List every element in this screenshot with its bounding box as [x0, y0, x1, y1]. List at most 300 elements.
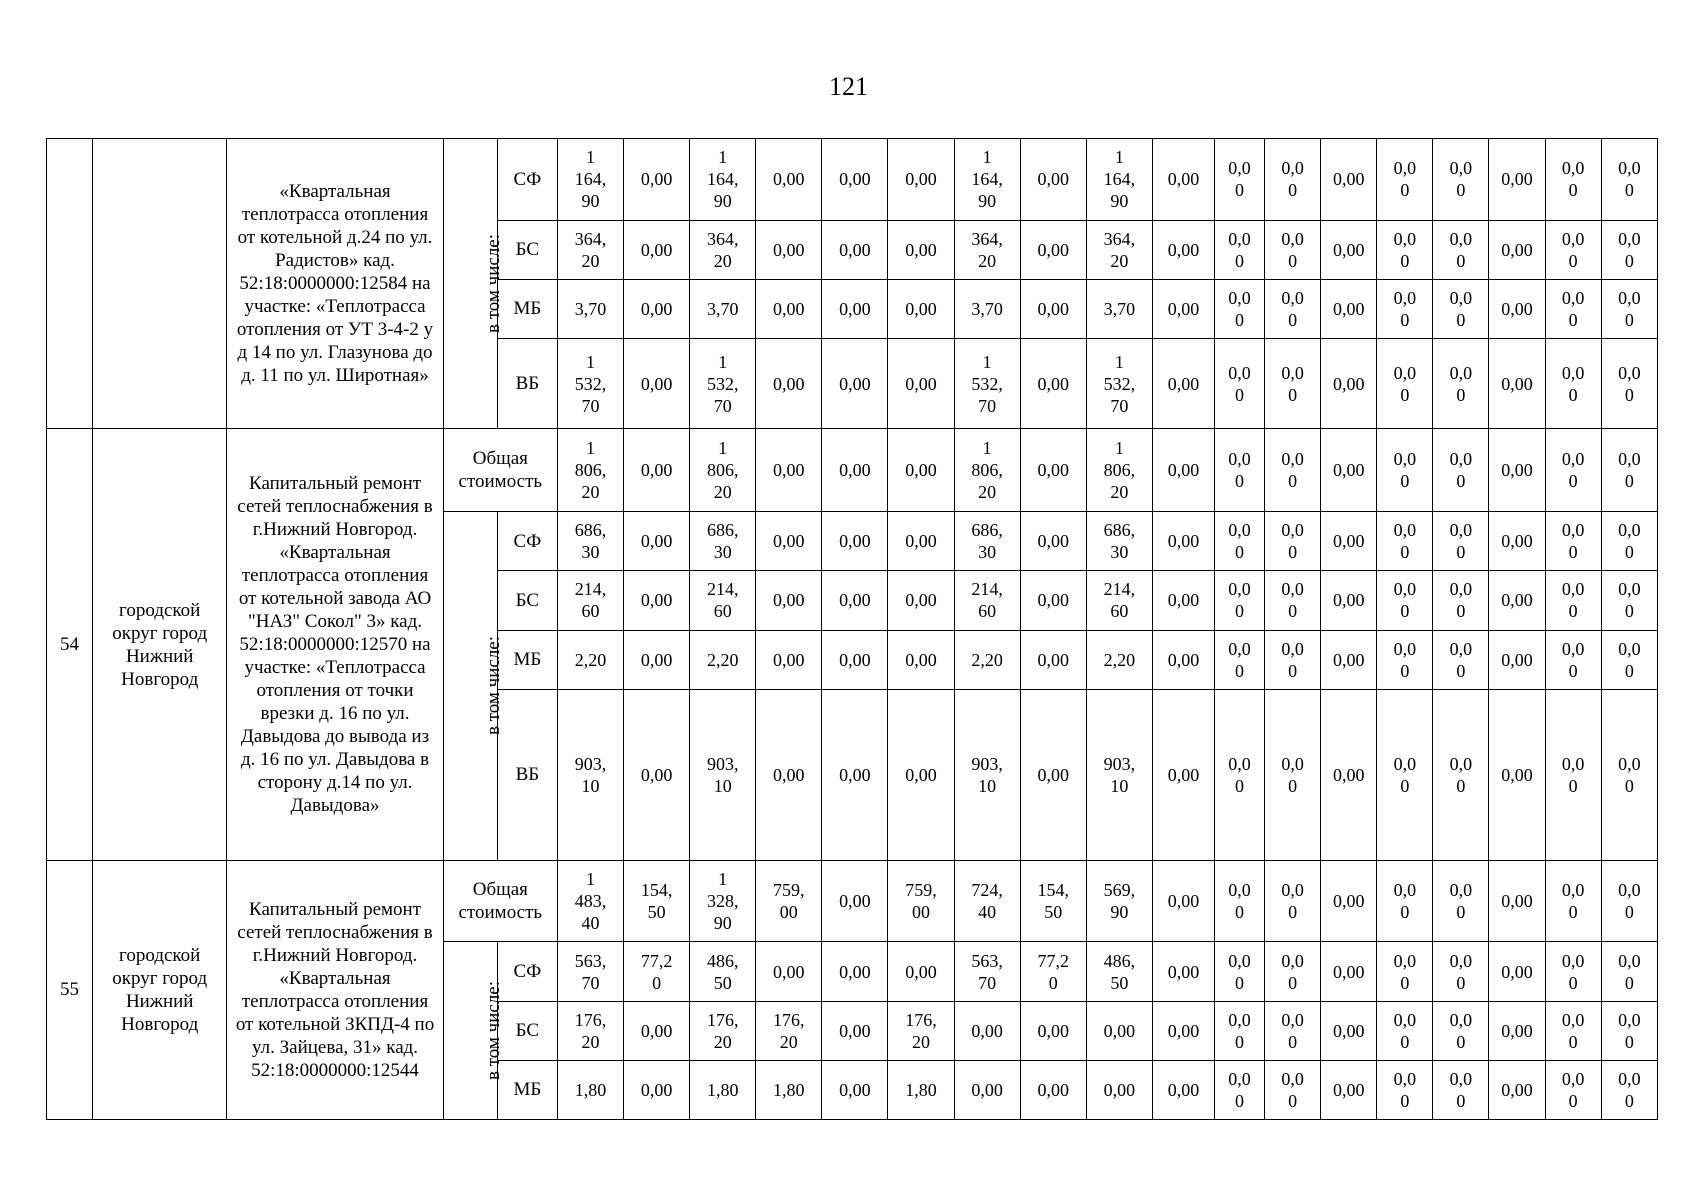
- value-cell-text: 1 532, 70: [971, 351, 1003, 416]
- value-cell: [1020, 1001, 1086, 1060]
- value-cell-text: 0,00: [773, 590, 805, 611]
- value-cell: [1545, 279, 1601, 338]
- in-total-label-text: в том числе:: [482, 234, 504, 334]
- value-cell-text: 0,00: [1167, 1079, 1200, 1100]
- value-cell: [888, 689, 954, 860]
- value-cell-text: 0,00: [640, 764, 673, 785]
- value-cell-text: 0,00: [839, 373, 871, 394]
- value-cell: [756, 429, 822, 512]
- value-cell: [1601, 630, 1657, 689]
- value-cell-text: 0,0 0: [1618, 1068, 1641, 1111]
- value-cell-text: 0,00: [640, 649, 673, 670]
- value-cell-text: 364, 20: [1103, 228, 1136, 271]
- value-cell: [954, 139, 1020, 221]
- value-cell: [756, 512, 822, 571]
- value-cell: [1433, 1001, 1489, 1060]
- value-cell: [1601, 139, 1657, 221]
- value-cell-text: 0,00: [1501, 298, 1533, 319]
- value-cell: [1545, 429, 1601, 512]
- funding-type-text: МБ: [513, 298, 542, 320]
- funding-type-text: БС: [515, 239, 540, 261]
- value-cell: [1489, 512, 1545, 571]
- value-cell-text: 0,0 0: [1449, 228, 1473, 271]
- value-cell: [1377, 279, 1433, 338]
- value-cell: [1321, 630, 1377, 689]
- value-cell: [1086, 512, 1152, 571]
- value-cell-text: 0,0 0: [1618, 579, 1641, 622]
- value-cell-text: 1 806, 20: [971, 438, 1003, 503]
- value-cell: [624, 860, 690, 942]
- value-cell-text: 0,00: [1037, 460, 1069, 481]
- value-cell: [1086, 279, 1152, 338]
- value-cell: [1545, 339, 1601, 429]
- value-cell: [557, 630, 623, 689]
- value-cell-text: 0,00: [905, 169, 937, 190]
- funding-type-text: МБ: [513, 649, 542, 671]
- value-cell-text: 0,0 0: [1393, 880, 1417, 923]
- value-cell: [1377, 429, 1433, 512]
- funding-type-text: СФ: [513, 168, 542, 190]
- value-cell: [1433, 339, 1489, 429]
- funding-type-text: МБ: [513, 1079, 542, 1101]
- value-cell-text: 0,0 0: [1228, 950, 1251, 993]
- value-cell: [1433, 279, 1489, 338]
- value-cell-text: 0,0 0: [1449, 362, 1473, 405]
- funding-type-text: СФ: [513, 530, 542, 552]
- budget-table: [46, 138, 1658, 1120]
- value-cell-text: 0,00: [1332, 764, 1365, 785]
- value-cell-text: 0,00: [839, 298, 871, 319]
- value-cell-text: 0,0 0: [1618, 1009, 1641, 1052]
- value-cell-text: 0,00: [839, 169, 871, 190]
- value-cell: [690, 860, 756, 942]
- value-cell-text: 0,00: [640, 373, 673, 394]
- value-cell-text: 176, 20: [905, 1009, 937, 1052]
- value-cell-text: 0,0 0: [1281, 880, 1304, 923]
- value-cell-text: 0,0 0: [1393, 228, 1417, 271]
- value-cell-text: 0,00: [971, 1020, 1003, 1041]
- value-cell: [822, 339, 888, 429]
- value-cell-text: 0,00: [640, 1020, 673, 1041]
- value-cell-text: 0,00: [839, 891, 871, 912]
- value-cell: [822, 429, 888, 512]
- value-cell: [1545, 139, 1601, 221]
- value-cell-text: 0,0 0: [1393, 362, 1417, 405]
- value-cell: [1215, 860, 1265, 942]
- value-cell: [1601, 220, 1657, 279]
- value-cell: [1152, 1001, 1214, 1060]
- funding-type-text: ВБ: [515, 373, 540, 395]
- value-cell-text: 0,00: [1332, 1079, 1365, 1100]
- value-cell: [1601, 942, 1657, 1001]
- value-cell: [1601, 339, 1657, 429]
- value-cell-text: 0,00: [905, 961, 937, 982]
- value-cell-text: 686, 30: [706, 520, 739, 563]
- value-cell-text: 0,00: [839, 961, 871, 982]
- value-cell: [690, 429, 756, 512]
- value-cell-text: 0,00: [773, 649, 805, 670]
- value-cell: [1020, 942, 1086, 1001]
- value-cell: [1086, 220, 1152, 279]
- value-cell: [1321, 942, 1377, 1001]
- value-cell-text: 0,0 0: [1449, 520, 1473, 563]
- value-cell: [1265, 689, 1321, 860]
- value-cell: [756, 689, 822, 860]
- value-cell: [1433, 571, 1489, 630]
- value-cell: [1152, 512, 1214, 571]
- value-cell-text: 0,00: [1501, 1079, 1533, 1100]
- value-cell: [1020, 339, 1086, 429]
- value-cell: [690, 220, 756, 279]
- value-cell-text: 364, 20: [574, 228, 607, 271]
- value-cell: [1489, 429, 1545, 512]
- description-cell: [227, 860, 443, 1119]
- value-cell-text: 0,0 0: [1393, 638, 1417, 681]
- value-cell-text: 1,80: [706, 1079, 739, 1100]
- funding-type-text: БС: [515, 589, 540, 611]
- value-cell-text: 214, 60: [574, 579, 607, 622]
- value-cell-text: 0,00: [1167, 1020, 1200, 1041]
- value-cell-text: 0,0 0: [1449, 158, 1473, 201]
- in-total-label: [443, 139, 504, 429]
- value-cell: [690, 339, 756, 429]
- value-cell: [954, 279, 1020, 338]
- value-cell-text: 0,00: [1103, 1020, 1136, 1041]
- value-cell: [1086, 942, 1152, 1001]
- value-cell: [624, 139, 690, 221]
- value-cell: [756, 220, 822, 279]
- value-cell-text: 364, 20: [706, 228, 739, 271]
- value-cell: [1377, 512, 1433, 571]
- value-cell-text: 0,00: [905, 649, 937, 670]
- value-cell: [1321, 571, 1377, 630]
- value-cell: [1215, 1001, 1265, 1060]
- value-cell: [1545, 512, 1601, 571]
- value-cell: [1433, 630, 1489, 689]
- value-cell-text: 0,00: [773, 531, 805, 552]
- value-cell-text: 1 806, 20: [706, 438, 739, 503]
- value-cell-text: 0,0 0: [1561, 579, 1585, 622]
- value-cell-text: 0,0 0: [1618, 520, 1641, 563]
- value-cell-text: 1 532, 70: [1103, 351, 1136, 416]
- value-cell: [1433, 220, 1489, 279]
- value-cell: [954, 1001, 1020, 1060]
- value-cell-text: 0,00: [640, 169, 673, 190]
- value-cell: [756, 279, 822, 338]
- value-cell: [1265, 860, 1321, 942]
- value-cell: [690, 279, 756, 338]
- value-cell: [1377, 630, 1433, 689]
- value-cell-text: 0,0 0: [1449, 950, 1473, 993]
- value-cell-text: 0,00: [773, 169, 805, 190]
- value-cell: [1215, 279, 1265, 338]
- value-cell-text: 176, 20: [574, 1009, 607, 1052]
- value-cell: [1020, 429, 1086, 512]
- value-cell: [954, 689, 1020, 860]
- value-cell: [557, 339, 623, 429]
- value-cell-text: 0,0 0: [1228, 520, 1251, 563]
- value-cell: [888, 512, 954, 571]
- value-cell-text: 2,20: [971, 649, 1003, 670]
- value-cell: [557, 1060, 623, 1119]
- value-cell: [888, 429, 954, 512]
- value-cell: [1545, 1060, 1601, 1119]
- value-cell-text: 0,0 0: [1281, 753, 1304, 796]
- value-cell-text: 0,0 0: [1281, 950, 1304, 993]
- value-cell: [624, 630, 690, 689]
- value-cell-text: 0,00: [1332, 1020, 1365, 1041]
- value-cell: [1321, 689, 1377, 860]
- value-cell-text: 77,2 0: [640, 950, 673, 993]
- value-cell: [822, 630, 888, 689]
- value-cell-text: 0,00: [905, 373, 937, 394]
- value-cell-text: 154, 50: [1037, 880, 1069, 923]
- value-cell-text: 0,0 0: [1561, 158, 1585, 201]
- value-cell-text: 0,00: [1332, 239, 1365, 260]
- description-cell: [227, 139, 443, 429]
- value-cell: [1433, 512, 1489, 571]
- value-cell-text: 0,0 0: [1281, 158, 1304, 201]
- value-cell: [1086, 630, 1152, 689]
- value-cell: [1377, 139, 1433, 221]
- funding-type: [497, 689, 557, 860]
- value-cell: [1020, 689, 1086, 860]
- table-body: [47, 139, 1658, 1120]
- value-cell: [1265, 1060, 1321, 1119]
- value-cell-text: 0,00: [1037, 169, 1069, 190]
- value-cell: [888, 942, 954, 1001]
- value-cell: [1377, 571, 1433, 630]
- value-cell-text: 1 806, 20: [1103, 438, 1136, 503]
- value-cell: [1377, 220, 1433, 279]
- value-cell: [954, 429, 1020, 512]
- value-cell: [1545, 860, 1601, 942]
- value-cell: [954, 339, 1020, 429]
- value-cell-text: 0,00: [1103, 1079, 1136, 1100]
- value-cell-text: 154, 50: [640, 880, 673, 923]
- value-cell-text: 0,00: [640, 239, 673, 260]
- district-cell: [93, 429, 227, 860]
- value-cell: [690, 512, 756, 571]
- value-cell-text: 0,00: [773, 373, 805, 394]
- value-cell-text: 0,0 0: [1618, 362, 1641, 405]
- value-cell: [954, 571, 1020, 630]
- value-cell: [1377, 689, 1433, 860]
- value-cell-text: 0,00: [1501, 891, 1533, 912]
- value-cell: [1265, 279, 1321, 338]
- value-cell: [1321, 139, 1377, 221]
- funding-type: [497, 139, 557, 221]
- value-cell: [624, 1001, 690, 1060]
- value-cell: [624, 689, 690, 860]
- value-cell: [1086, 1060, 1152, 1119]
- value-cell-text: 0,00: [640, 1079, 673, 1100]
- value-cell: [888, 139, 954, 221]
- total-label-text: Общая стоимость: [458, 879, 543, 924]
- value-cell-text: 486, 50: [706, 950, 739, 993]
- value-cell-text: 364, 20: [971, 228, 1003, 271]
- value-cell: [822, 512, 888, 571]
- value-cell-text: 0,0 0: [1393, 1068, 1417, 1111]
- value-cell: [822, 571, 888, 630]
- value-cell: [690, 139, 756, 221]
- value-cell: [690, 942, 756, 1001]
- value-cell-text: 0,0 0: [1561, 520, 1585, 563]
- value-cell-text: 0,00: [1167, 961, 1200, 982]
- value-cell: [1152, 139, 1214, 221]
- value-cell-text: 0,00: [1332, 169, 1365, 190]
- value-cell-text: 0,00: [839, 239, 871, 260]
- value-cell-text: 686, 30: [971, 520, 1003, 563]
- value-cell: [557, 689, 623, 860]
- value-cell: [557, 429, 623, 512]
- value-cell-text: 0,0 0: [1281, 638, 1304, 681]
- value-cell: [624, 220, 690, 279]
- value-cell: [1433, 689, 1489, 860]
- value-cell: [1489, 630, 1545, 689]
- value-cell: [1152, 339, 1214, 429]
- value-cell-text: 0,00: [1167, 590, 1200, 611]
- value-cell-text: 3,70: [971, 298, 1003, 319]
- value-cell-text: 0,00: [839, 649, 871, 670]
- value-cell-text: 0,0 0: [1561, 638, 1585, 681]
- value-cell: [1215, 689, 1265, 860]
- in-total-label: [443, 942, 504, 1120]
- value-cell: [1321, 860, 1377, 942]
- funding-type-text: БС: [515, 1020, 540, 1042]
- value-cell-text: 0,00: [1037, 1020, 1069, 1041]
- row-number: [47, 429, 93, 860]
- value-cell-text: 0,00: [640, 531, 673, 552]
- value-cell-text: 0,0 0: [1561, 1068, 1585, 1111]
- value-cell: [1215, 630, 1265, 689]
- value-cell: [822, 942, 888, 1001]
- value-cell-text: 903, 10: [706, 753, 739, 796]
- total-label: [443, 860, 557, 942]
- value-cell-text: 0,00: [839, 764, 871, 785]
- value-cell-text: 214, 60: [706, 579, 739, 622]
- value-cell-text: 0,00: [839, 531, 871, 552]
- funding-type-text: СФ: [513, 961, 542, 983]
- value-cell: [888, 279, 954, 338]
- value-cell-text: 0,0 0: [1228, 287, 1251, 330]
- value-cell-text: 0,0 0: [1618, 287, 1641, 330]
- value-cell: [1321, 339, 1377, 429]
- funding-type: [497, 339, 557, 429]
- value-cell: [1086, 139, 1152, 221]
- value-cell-text: 0,00: [971, 1079, 1003, 1100]
- value-cell: [557, 139, 623, 221]
- value-cell: [888, 339, 954, 429]
- value-cell: [1152, 279, 1214, 338]
- value-cell: [1321, 429, 1377, 512]
- value-cell-text: 0,00: [1167, 169, 1200, 190]
- value-cell-text: 903, 10: [971, 753, 1003, 796]
- value-cell: [1545, 689, 1601, 860]
- value-cell-text: 0,00: [1501, 460, 1533, 481]
- value-cell-text: 214, 60: [1103, 579, 1136, 622]
- value-cell-text: 0,0 0: [1618, 950, 1641, 993]
- value-cell: [690, 1060, 756, 1119]
- value-cell: [1489, 139, 1545, 221]
- value-cell: [1020, 279, 1086, 338]
- value-cell-text: 0,0 0: [1561, 950, 1585, 993]
- description-cell-text: Капитальный ремонт сетей теплоснабжения в г.Нижний Новгород. «Квартальная теплотрасса отопления от котельной ЗКПД-4 по ул. Зайцева, 31» кад. 52:18:0000000:12544: [235, 898, 435, 1081]
- value-cell-text: 0,00: [1332, 649, 1365, 670]
- value-cell-text: 903, 10: [574, 753, 607, 796]
- value-cell-text: 0,00: [1037, 649, 1069, 670]
- value-cell-text: 0,0 0: [1449, 449, 1473, 492]
- value-cell: [1020, 139, 1086, 221]
- value-cell: [1601, 1001, 1657, 1060]
- value-cell: [1152, 942, 1214, 1001]
- total-label-text: Общая стоимость: [458, 448, 543, 493]
- value-cell: [1086, 1001, 1152, 1060]
- value-cell: [1265, 139, 1321, 221]
- value-cell: [1020, 571, 1086, 630]
- value-cell-text: 0,00: [1501, 239, 1533, 260]
- value-cell: [756, 860, 822, 942]
- value-cell-text: 0,00: [640, 298, 673, 319]
- value-cell-text: 176, 20: [706, 1009, 739, 1052]
- value-cell-text: 3,70: [706, 298, 739, 319]
- value-cell: [756, 630, 822, 689]
- value-cell: [1020, 630, 1086, 689]
- value-cell-text: 0,0 0: [1561, 362, 1585, 405]
- value-cell: [756, 571, 822, 630]
- value-cell-text: 0,0 0: [1281, 1009, 1304, 1052]
- value-cell: [1377, 339, 1433, 429]
- value-cell-text: 0,00: [773, 961, 805, 982]
- value-cell: [1020, 860, 1086, 942]
- value-cell-text: 0,00: [773, 239, 805, 260]
- value-cell: [1489, 1001, 1545, 1060]
- value-cell: [1152, 689, 1214, 860]
- value-cell-text: 0,00: [905, 764, 937, 785]
- value-cell-text: 0,00: [1332, 891, 1365, 912]
- value-cell-text: 0,00: [905, 590, 937, 611]
- value-cell-text: 0,0 0: [1281, 287, 1304, 330]
- value-cell: [1489, 942, 1545, 1001]
- value-cell: [1215, 339, 1265, 429]
- value-cell: [1433, 139, 1489, 221]
- value-cell-text: 0,00: [773, 298, 805, 319]
- value-cell: [1020, 220, 1086, 279]
- value-cell-text: 0,00: [640, 590, 673, 611]
- value-cell-text: 0,0 0: [1228, 638, 1251, 681]
- value-cell-text: 0,00: [1501, 649, 1533, 670]
- value-cell-text: 0,0 0: [1393, 520, 1417, 563]
- value-cell-text: 0,00: [1167, 764, 1200, 785]
- value-cell: [624, 942, 690, 1001]
- value-cell-text: 0,00: [773, 764, 805, 785]
- value-cell: [1545, 1001, 1601, 1060]
- value-cell-text: 0,0 0: [1228, 1068, 1251, 1111]
- in-total-label: [443, 512, 504, 860]
- value-cell-text: 0,00: [1167, 239, 1200, 260]
- value-cell-text: 0,0 0: [1561, 287, 1585, 330]
- value-cell-text: 686, 30: [1103, 520, 1136, 563]
- value-cell-text: 3,70: [1103, 298, 1136, 319]
- value-cell-text: 0,0 0: [1449, 1009, 1473, 1052]
- value-cell: [1601, 860, 1657, 942]
- value-cell-text: 0,0 0: [1228, 579, 1251, 622]
- value-cell-text: 563, 70: [574, 950, 607, 993]
- funding-type: [497, 279, 557, 338]
- value-cell-text: 0,00: [1332, 531, 1365, 552]
- value-cell-text: 0,00: [905, 531, 937, 552]
- value-cell-text: 0,0 0: [1281, 449, 1304, 492]
